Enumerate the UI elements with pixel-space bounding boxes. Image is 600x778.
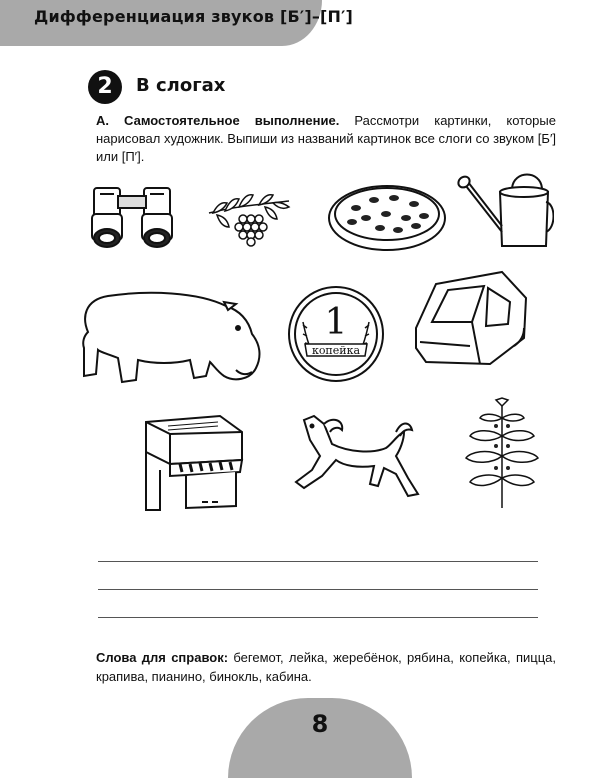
header-title: Дифференциация звуков [Б′]–[П′] (34, 7, 354, 26)
page-number-tab (228, 698, 412, 778)
coin-digit: 1 (324, 302, 348, 343)
kopek-coin-icon (285, 284, 387, 384)
answer-line-2[interactable] (98, 589, 538, 590)
pizza-icon (326, 180, 448, 252)
section-number: 2 (88, 70, 122, 104)
truck-cab-icon (410, 268, 530, 378)
rowan-berries-icon (203, 185, 295, 247)
section-title: В слогах (136, 75, 226, 96)
reference-label: Слова для справок: (96, 650, 229, 665)
binoculars-icon (88, 180, 180, 250)
task-instruction (96, 112, 556, 166)
page-number: 8 (311, 710, 329, 738)
hippo-icon (78, 288, 264, 390)
watering-can-icon (456, 172, 554, 252)
answer-line-3[interactable] (98, 617, 538, 618)
task-text: Рассмотри картинки, которые нарисовал художник. Выпиши из названий картинок все слоги со звуком [Б′] или [П′]. (96, 113, 556, 164)
reference-text: бегемот, лейка, жеребёнок, рябина, копейка, пицца, крапива, пианино, бинокль, кабина. (96, 650, 556, 684)
piano-icon (140, 412, 246, 516)
reference-words (96, 648, 556, 686)
answer-line-1[interactable] (98, 561, 538, 562)
coin-word: копейка (311, 344, 361, 357)
task-label: А. Самостоятельное выполнение. (96, 113, 340, 128)
nettle-icon (462, 396, 542, 510)
header-banner (0, 0, 354, 46)
foal-icon (292, 410, 420, 510)
